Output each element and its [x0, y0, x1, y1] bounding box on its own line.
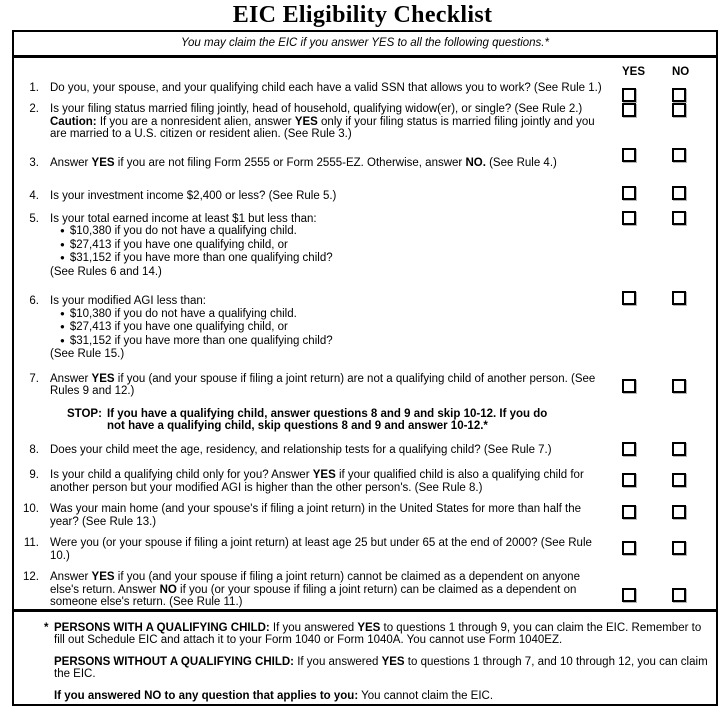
- question-text: Were you (or your spouse if filing a joint return) at least age 25 but under 65 at the end of 2000? (See Rule 10.): [50, 537, 592, 562]
- rule-reference: (See Rules 6 and 14.): [50, 265, 162, 278]
- question-number: 2.: [29, 103, 39, 115]
- q11-no-checkbox[interactable]: [672, 541, 686, 555]
- question-text: Answer YES if you (and your spouse if filing a joint return) are not a qualifying child of another person. (See Rules 9 and 12.) STOP: If you have a qualifying child, answer questions 8 and 9 and skip 10-12. If you do not have a qualifying child, skip questions 8 and 9 and answer 10-12.*: [50, 373, 622, 433]
- question-number: 4.: [29, 190, 39, 202]
- q11-yes-checkbox[interactable]: [622, 541, 636, 555]
- q6-yes-checkbox[interactable]: [622, 291, 636, 305]
- claim-instruction: You may claim the EIC if you answer YES to all the following questions.*: [14, 32, 716, 58]
- stop-text: If you have a qualifying child, answer questions 8 and 9 and skip 10-12. If you do not have a qualifying child, skip questions 8 and 9 and answer 10-12.*: [107, 407, 548, 432]
- question-text: Is your total earned income at least $1 but less than: ● $10,380 if you do not have a qualifying child. ● $27,413 if you have one qualifying child, or ● $31,152 if you have more than one qualifying child? (See Rules 6 and 14.): [50, 213, 622, 279]
- q4-yes-checkbox[interactable]: [622, 186, 636, 200]
- threshold-item: ● $10,380 if you do not have a qualifying child.: [60, 225, 604, 239]
- question-text: Do you, your spouse, and your qualifying child each have a valid SSN that allows you to work? (See Rule 1.): [50, 81, 602, 94]
- q12-no-checkbox[interactable]: [672, 588, 686, 602]
- q1-yes-checkbox[interactable]: [622, 88, 636, 102]
- question-row-5: [14, 213, 716, 279]
- question-number: 5.: [29, 212, 39, 225]
- footnote-answered-no: If you answered NO to any question that applies to you: You cannot claim the EIC.: [54, 689, 494, 702]
- question-row-1: [14, 82, 716, 100]
- q6-no-checkbox[interactable]: [672, 291, 686, 305]
- q2-no-checkbox[interactable]: [672, 103, 686, 117]
- question-row-11: [14, 537, 716, 562]
- q4-no-checkbox[interactable]: [672, 186, 686, 200]
- question-row-7: [14, 373, 716, 433]
- threshold-item: ● $31,152 if you have more than one qualifying child?: [60, 335, 604, 349]
- threshold-item: ● $27,413 if you have one qualifying child, or: [60, 239, 604, 253]
- q5-yes-checkbox[interactable]: [622, 211, 636, 225]
- q9-no-checkbox[interactable]: [672, 473, 686, 487]
- no-column-header: NO: [672, 66, 690, 78]
- question-number: 7.: [29, 372, 39, 385]
- question-text: Does your child meet the age, residency, and relationship tests for a qualifying child? (See Rule 7.): [50, 443, 552, 456]
- checklist-table: [12, 30, 718, 706]
- asterisk-marker: *: [44, 621, 49, 634]
- question-row-3: [14, 157, 716, 175]
- q8-no-checkbox[interactable]: [672, 442, 686, 456]
- yes-column-header: YES: [622, 66, 646, 78]
- question-text: Was your main home (and your spouse's if filing a joint return) in the United States for more than half the year? (See Rule 13.): [50, 503, 582, 528]
- question-number: 1.: [29, 81, 39, 94]
- q10-no-checkbox[interactable]: [672, 505, 686, 519]
- question-text: Is your child a qualifying child only for you? Answer YES if your qualified child is also a qualifying child for another person but your modified AGI is higher than the other person's. (See Rule 8.): [50, 469, 584, 494]
- threshold-item: ● $10,380 if you do not have a qualifying child.: [60, 308, 604, 322]
- q12-yes-checkbox[interactable]: [622, 588, 636, 602]
- question-number: 10.: [23, 503, 39, 515]
- question-text: Is your filing status married filing jointly, head of household, qualifying widow(er), or single? (See Rule 2.) Caution: If you are a nonresident alien, answer YES only if your filing status is married filing jointly and you are married to a U.S. citizen or resident alien. (See Rule 3.): [50, 103, 595, 140]
- rule-reference: (See Rule 15.): [50, 348, 125, 360]
- q8-yes-checkbox[interactable]: [622, 442, 636, 456]
- question-number: 3.: [29, 156, 39, 169]
- question-row-9: [14, 469, 716, 494]
- question-row-8: [14, 444, 716, 462]
- page-title: EIC Eligibility Checklist: [232, 2, 493, 28]
- question-row-12: [14, 571, 716, 609]
- q7-no-checkbox[interactable]: [672, 379, 686, 393]
- footnote-without-child: PERSONS WITHOUT A QUALIFYING CHILD: If you answered YES to questions 1 through 7, and 10 through 12, you can claim the EIC.: [54, 655, 708, 680]
- footnote-with-child: * PERSONS WITH A QUALIFYING CHILD: If you answered YES to questions 1 through 9, you can claim the EIC. Remember to fill out Schedule EIC and attach it to your Form 1040 or Form 1040A. You cannot use Form 1040EZ.: [44, 621, 702, 646]
- threshold-item: ● $31,152 if you have more than one qualifying child?: [60, 252, 604, 266]
- question-number: 12.: [23, 571, 39, 583]
- stop-label: STOP:: [67, 407, 102, 420]
- question-number: 11.: [23, 537, 39, 549]
- question-text: Answer YES if you are not filing Form 2555 or Form 2555-EZ. Otherwise, answer NO. (See Rule 4.): [50, 156, 557, 169]
- question-row-4: [14, 190, 716, 208]
- stop-instruction: [67, 408, 604, 433]
- q1-no-checkbox[interactable]: [672, 88, 686, 102]
- question-number: 6.: [29, 295, 39, 307]
- q3-yes-checkbox[interactable]: [622, 148, 636, 162]
- footnotes-section: [14, 609, 716, 712]
- question-row-6: [14, 295, 716, 361]
- threshold-item: ● $27,413 if you have one qualifying child, or: [60, 321, 604, 335]
- question-text: Answer YES if you (and your spouse if filing a joint return) cannot be claimed as a dependent on anyone else's return. Answer NO if you (or your spouse if filing a joint return) can be claimed as a dependent on someone else's return. (See Rule 11.): [50, 571, 580, 608]
- question-row-10: [14, 503, 716, 528]
- q7-yes-checkbox[interactable]: [622, 379, 636, 393]
- question-text: Is your modified AGI less than: ● $10,380 if you do not have a qualifying child. ● $27,413 if you have one qualifying child, or ● $31,152 if you have more than one qualifying child? (See Rule 15.): [50, 295, 622, 361]
- question-row-2: [14, 103, 716, 141]
- column-header-row: [14, 66, 716, 79]
- question-number: 9.: [29, 469, 39, 481]
- threshold-list: [50, 308, 604, 349]
- question-text: Is your investment income $2,400 or less? (See Rule 5.): [50, 190, 337, 202]
- threshold-list: [50, 225, 604, 266]
- q10-yes-checkbox[interactable]: [622, 505, 636, 519]
- q5-no-checkbox[interactable]: [672, 211, 686, 225]
- q3-no-checkbox[interactable]: [672, 148, 686, 162]
- question-number: 8.: [29, 443, 39, 456]
- q9-yes-checkbox[interactable]: [622, 473, 636, 487]
- q2-yes-checkbox[interactable]: [622, 103, 636, 117]
- questions-section: [14, 58, 716, 609]
